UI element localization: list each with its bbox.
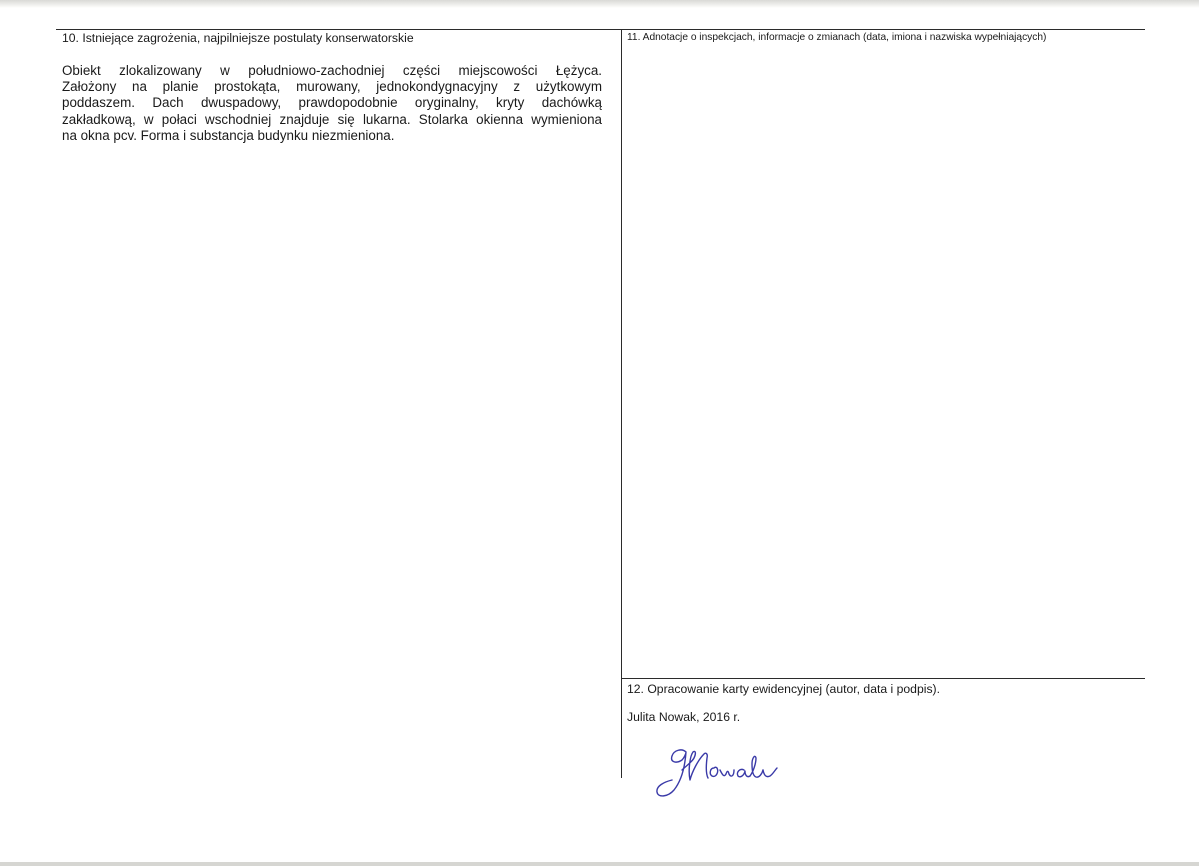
section10-title: 10. Istniejące zagrożenia, najpilniejsze postulaty konserwatorskie — [62, 31, 414, 45]
section10-body-line: zakładkową, w połaci wschodniej znajduje się lukarna. Stolarka okienna wymieniona — [62, 111, 602, 127]
scan-edge-top — [0, 0, 1199, 8]
section10-body-line: Założony na planie prostokąta, murowany, jednokondygnacyjny z użytkowym — [62, 79, 602, 95]
column-divider — [621, 29, 622, 778]
scan-edge-bottom — [0, 862, 1199, 866]
section11-top-rule — [621, 29, 1145, 30]
section10-top-rule — [56, 29, 621, 30]
section10-body-line: na okna pcv. Forma i substancja budynku niezmieniona. — [62, 127, 395, 143]
section10-body — [62, 63, 602, 144]
signature — [652, 740, 802, 802]
section12-author: Julita Nowak, 2016 r. — [627, 710, 741, 724]
section10-body-line: Obiekt zlokalizowany w południowo-zachodniej części miejscowości Łężyca. — [62, 63, 602, 78]
section12-top-rule — [621, 678, 1145, 679]
section11-title: 11. Adnotacje o inspekcjach, informacje o zmianach (data, imiona i nazwiska wypełniających) — [627, 32, 1047, 43]
section10-body-line: poddaszem. Dach dwuspadowy, prawdopodobnie oryginalny, kryty dachówką — [62, 95, 602, 111]
section12-title: 12. Opracowanie karty ewidencyjnej (autor, data i podpis). — [627, 682, 940, 696]
